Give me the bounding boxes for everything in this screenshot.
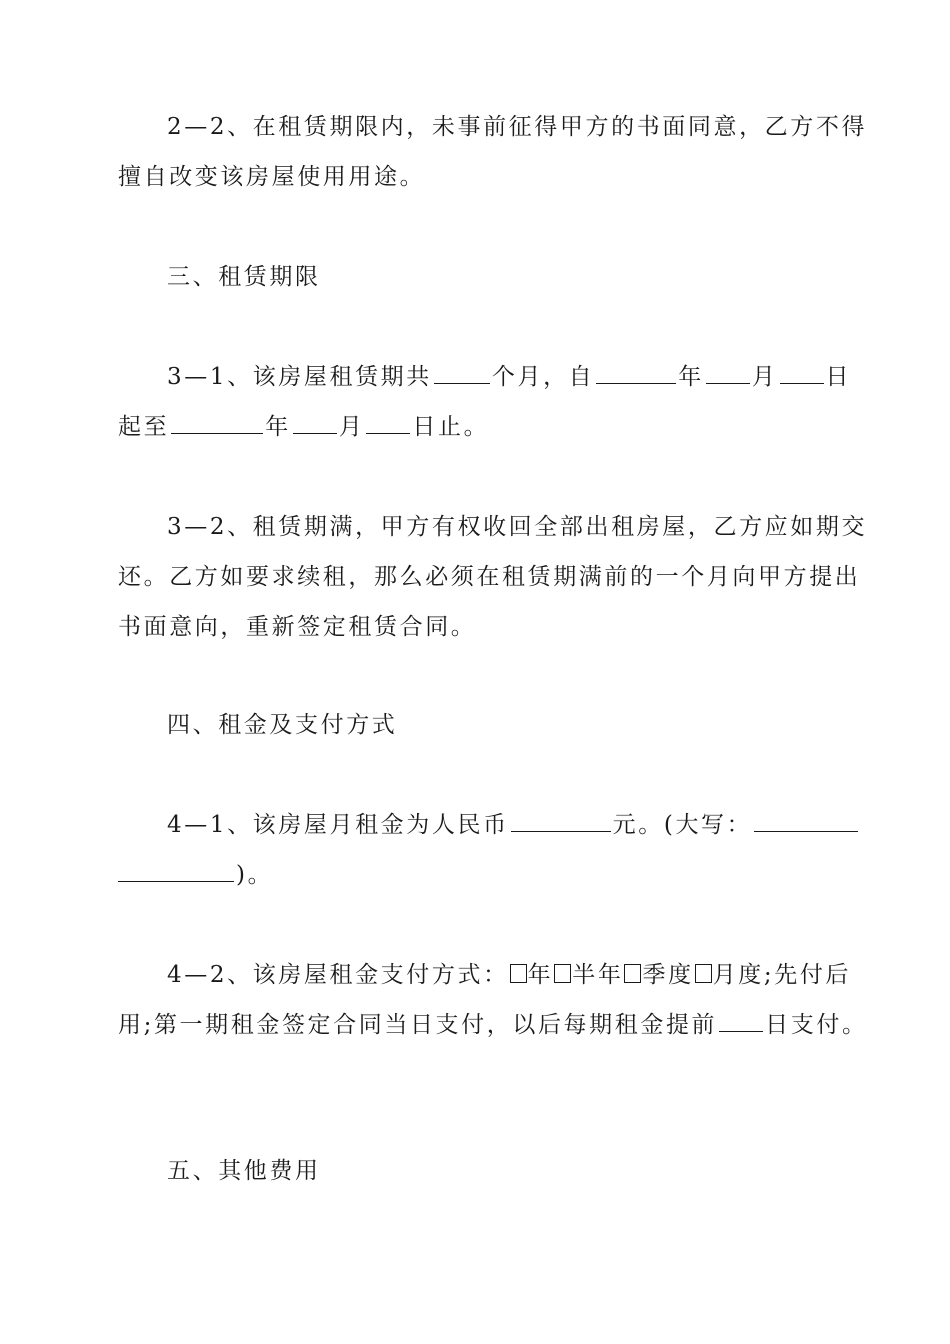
clause-4-2-text: 用;第一期租金签定合同当日支付，以后每期租金提前 [118, 1012, 718, 1038]
clause-4-1-line-1 [167, 810, 881, 840]
clause-3-1-text: 月 [751, 364, 778, 390]
end-year-blank [171, 412, 263, 434]
clause-4-1-line-2 [118, 860, 832, 890]
clause-4-2-line-2 [118, 1010, 868, 1040]
section-3-heading: 三、租赁期限 [167, 264, 321, 290]
section-5-heading: 五、其他费用 [167, 1158, 321, 1184]
start-year-blank [596, 362, 676, 384]
clause-2-2-line-2: 擅自改变该房屋使用用途。 [118, 164, 426, 190]
section-4-heading: 四、租金及支付方式 [167, 712, 398, 738]
clause-3-1-text: 3—1、该房屋租赁期共 [167, 364, 432, 390]
clause-3-1-text: 年 [678, 364, 704, 390]
clause-3-1-text: 起至 [118, 414, 170, 440]
start-month-blank [706, 362, 750, 384]
checkbox-label: 年 [527, 962, 554, 988]
advance-days-blank [719, 1010, 763, 1032]
quarterly-checkbox[interactable] [624, 964, 641, 983]
monthly-checkbox[interactable] [695, 964, 712, 983]
clause-3-1-line-2 [118, 412, 832, 442]
clause-3-1-text: 年 [265, 414, 291, 440]
checkbox-label: 月度;先付后 [712, 962, 852, 988]
clause-4-2-text: 4—2、该房屋租金支付方式： [167, 962, 509, 988]
clause-4-1-text: 4—1、该房屋月租金为人民币 [167, 812, 509, 838]
monthly-rent-blank [511, 810, 611, 832]
clause-4-1-text: )。 [236, 862, 274, 888]
yearly-checkbox[interactable] [510, 964, 527, 983]
end-month-blank [293, 412, 337, 434]
clause-3-2-line-2: 还。乙方如要求续租，那么必须在租赁期满前的一个月向甲方提出 [118, 564, 861, 590]
clause-4-2-line-1 [167, 960, 881, 990]
half-year-checkbox[interactable] [554, 964, 571, 983]
clause-3-2-line-3: 书面意向，重新签定租赁合同。 [118, 614, 477, 640]
clause-3-1-text: 月 [338, 414, 365, 440]
rent-in-words-blank [754, 810, 858, 832]
clause-3-1-line-1 [167, 362, 881, 392]
start-day-blank [780, 362, 824, 384]
clause-3-1-text: 日 [825, 364, 852, 390]
clause-4-1-text: 元。(大写： [612, 812, 753, 838]
checkbox-label: 半年 [572, 962, 624, 988]
checkbox-label: 季度 [642, 962, 694, 988]
clause-4-2-text: 日支付。 [765, 1012, 868, 1038]
clause-3-1-text: 日止。 [412, 414, 490, 440]
clause-3-1-text: 个月，自 [491, 364, 595, 390]
rent-in-words-blank-cont [118, 860, 234, 882]
end-day-blank [366, 412, 410, 434]
clause-3-2-line-1: 3—2、租赁期满，甲方有权收回全部出租房屋，乙方应如期交 [167, 514, 868, 540]
clause-2-2-line-1: 2—2、在租赁期限内，未事前征得甲方的书面同意，乙方不得 [167, 114, 868, 140]
term-months-blank [434, 362, 490, 384]
